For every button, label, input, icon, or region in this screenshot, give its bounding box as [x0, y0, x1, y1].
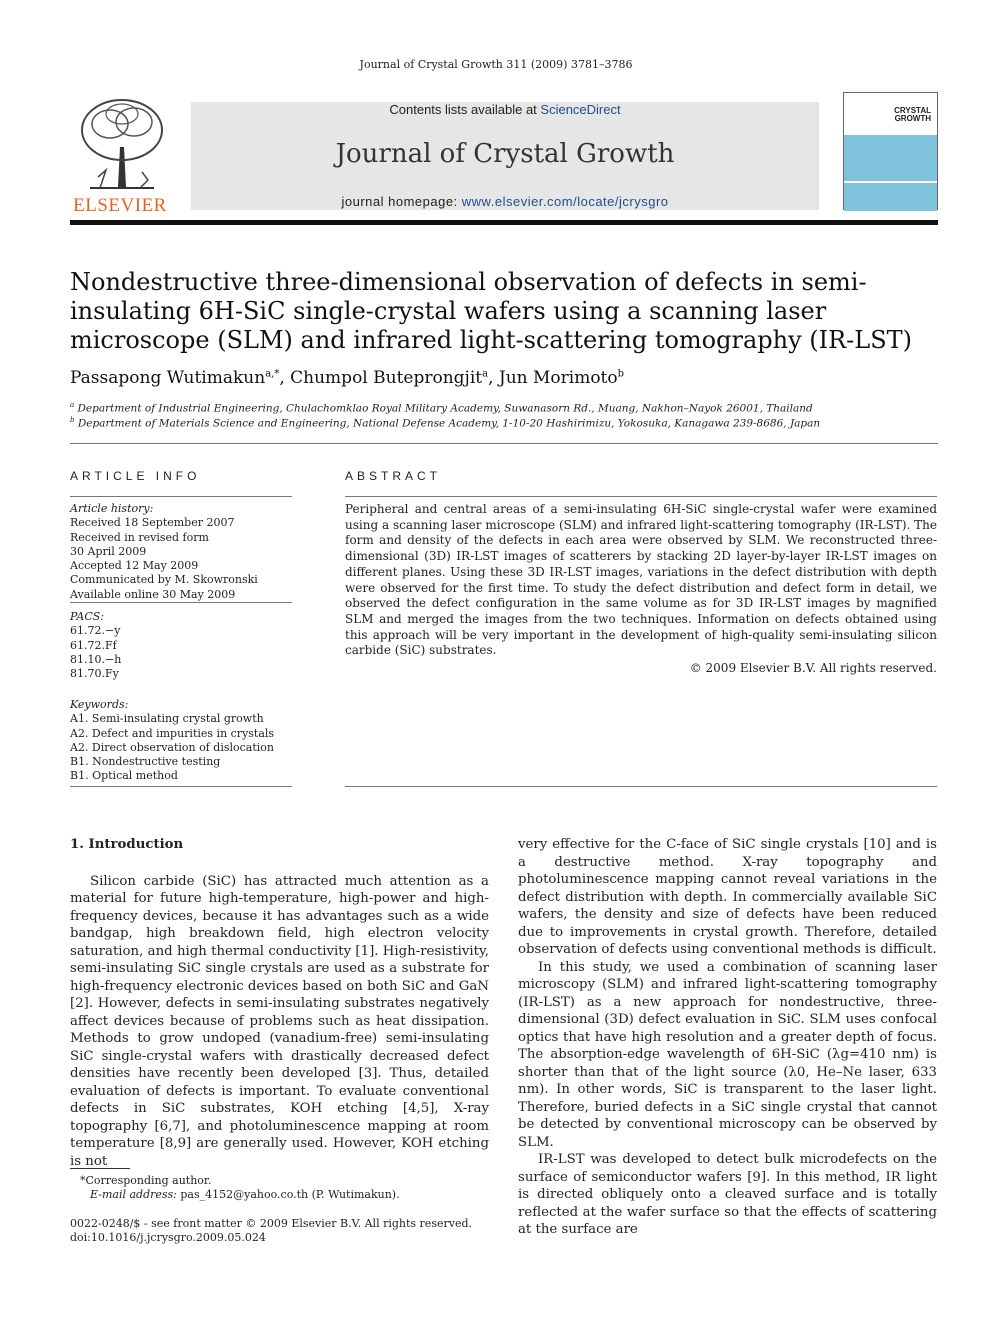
keywords-label: Keywords: — [70, 698, 129, 711]
cover-top — [844, 93, 937, 134]
divider — [70, 602, 292, 603]
homepage-line — [191, 194, 819, 209]
contents-prefix: Contents lists available at — [389, 102, 541, 117]
keyword-item: A2. Direct observation of dislocation — [70, 740, 275, 754]
pacs-label: PACS: — [70, 610, 104, 623]
body-column-right — [518, 836, 937, 1239]
journal-banner — [191, 102, 819, 210]
history-item: Communicated by M. Skowronski — [70, 573, 258, 587]
author-name: Passapong Wutimakun — [70, 368, 266, 388]
email-address: pas_4152@yahoo.co.th (P. Wutimakun). — [180, 1188, 400, 1201]
cover-title-line1: CRYSTAL — [894, 106, 931, 115]
divider — [345, 496, 937, 497]
paragraph: In this study, we used a combination of scanning laser microscopy (SLM) and infrared light-scattering tomography (IR-LST) as a new approach for nondestructive, three-dimensional (3D) defect evaluation in SiC. SLM uses confocal optics that have high resolution and a greater depth of focus. The absorption-edge wavelength of 6H-SiC (λg=410 nm) is shorter than that of the light source (λ0, He–Ne laser, 633 nm). In other words, SiC is transparent to the laser light. Therefore, buried defects in a SiC single crystal that cannot be detected by conventional microscopy can be observed by SLM. — [518, 959, 937, 1150]
page-footer — [70, 1217, 472, 1245]
keyword-item: B1. Optical method — [70, 769, 178, 783]
masthead-rule — [70, 220, 938, 225]
footnote-corresponding: *Corresponding author. — [80, 1174, 212, 1187]
elsevier-tree-logo — [70, 92, 170, 216]
cover-title-line2: GROWTH — [894, 114, 931, 123]
affiliation-sup: b — [70, 416, 75, 424]
paragraph: very effective for the C-face of SiC single crystals [10] and is a destructive method. X-ray topography and photoluminescence mapping cannot reveal variations in the defect distribution with depth. In commercially available SiC wafers, the density and size of defects have been reduced due to improvements in crystal growth. Therefore, detailed observation of defects using conventional methods is difficult. — [518, 837, 937, 957]
keywords-list — [70, 698, 292, 784]
journal-title: Journal of Crystal Growth — [335, 139, 675, 169]
article-history — [70, 502, 292, 602]
footnote — [70, 1174, 400, 1202]
history-item: Accepted 12 May 2009 — [70, 559, 199, 573]
footer-doi: doi:10.1016/j.jcrysgro.2009.05.024 — [70, 1231, 266, 1244]
author-list: Passapong Wutimakun$^{a,*}$, Chumpol Buteprongjit$^a$, Jun Morimoto$^b$ — [70, 368, 625, 388]
divider — [70, 443, 938, 444]
history-label: Article history: — [70, 502, 154, 515]
history-item: Received 18 September 2007 — [70, 516, 235, 530]
pacs-item: 81.70.Fy — [70, 667, 119, 681]
footnote-email — [70, 1188, 400, 1202]
body-column-left — [70, 836, 489, 1170]
paragraph: IR-LST was developed to detect bulk microdefects on the surface of semiconductor wafers [9]. In this method, IR light is directed obliquely onto a cleaved surface and is totally reflected at the wafer surface so that the effects of scattering at the surface are — [518, 1152, 937, 1237]
abstract-copyright: © 2009 Elsevier B.V. All rights reserved. — [689, 661, 937, 676]
history-item: 30 April 2009 — [70, 544, 147, 558]
article-info-heading: ARTICLE INFO — [70, 469, 201, 483]
pacs-item: 61.72.Ff — [70, 638, 117, 652]
contents-line — [191, 102, 819, 117]
sciencedirect-link[interactable]: ScienceDirect — [540, 102, 621, 117]
footnote-rule — [70, 1168, 130, 1169]
divider — [70, 786, 292, 787]
affiliation-text: Department of Materials Science and Engineering, National Defense Academy, 1-10-20 Hashirimizu, Yokosuka, Kanagawa 239-8686, Japan — [77, 417, 821, 430]
cover-color-block — [844, 135, 937, 181]
history-item: Received in revised form — [70, 530, 209, 544]
divider — [70, 496, 292, 497]
homepage-link[interactable]: www.elsevier.com/locate/jcrysgro — [461, 194, 669, 209]
keyword-item: A1. Semi-insulating crystal growth — [70, 712, 264, 726]
homepage-prefix: journal homepage: — [341, 194, 462, 209]
cover-title — [894, 107, 931, 123]
tree-icon — [70, 92, 170, 192]
paragraph: Silicon carbide (SiC) has attracted much attention as a material for future high-temperature, high-power and high-frequency devices, because it has advantages such as a wide bandgap, high breakdown field, high electron velocity saturation, and high thermal conductivity [1]. High-resistivity, semi-insulating SiC single crystals are used as a substrate for high-frequency electronic devices based on both SiC and GaN [2]. However, defects in semi-insulating substrates negatively affect devices because of problems such as heat dissipation. Methods to grow undoped (vanadium-free) semi-insulating SiC single-crystal wafers with drastically decreased defect densities have recently been developed [3]. Thus, detailed evaluation of defects is important. To evaluate conventional defects in SiC substrates, KOH etching [4,5], X-ray topography [6,7], and photoluminescence mapping at room temperature [8,9] are generally used. However, KOH etching is not — [70, 873, 489, 1169]
publisher-logo-text: ELSEVIER — [73, 195, 167, 216]
keyword-item: B1. Nondestructive testing — [70, 755, 221, 769]
abstract-block — [345, 502, 937, 677]
pacs-item: 81.10.−h — [70, 652, 122, 666]
author-name: Jun Morimoto — [498, 368, 618, 388]
footer-issn: 0022-0248/$ - see front matter © 2009 Elsevier B.V. All rights reserved. — [70, 1217, 472, 1230]
journal-cover-thumbnail — [843, 92, 938, 210]
masthead — [70, 92, 938, 218]
affiliation — [70, 416, 820, 430]
keyword-item: A2. Defect and impurities in crystals — [70, 726, 275, 740]
pacs-list — [70, 610, 292, 681]
history-item: Available online 30 May 2009 — [70, 587, 236, 601]
email-label: E-mail address: — [90, 1188, 177, 1201]
affiliation-text: Department of Industrial Engineering, Chulachomklao Royal Military Academy, Suwanasorn Rd., Muang, Nakhon–Nayok 26001, Thailand — [77, 402, 813, 415]
pacs-item: 61.72.−y — [70, 624, 121, 638]
affiliation — [70, 401, 813, 415]
author-sup: a — [482, 368, 489, 380]
article-title: Nondestructive three-dimensional observation of defects in semi-insulating 6H-SiC single-crystal wafers using a scanning laser microscope (SLM) and infrared light-scattering tomography (IR-LST) — [70, 268, 913, 354]
abstract-text: Peripheral and central areas of a semi-insulating 6H-SiC single-crystal wafer were examined using a scanning laser microscope (SLM) and infrared light-scattering tomography (IR-LST). The form and density of the defects in each area were observed by SLM. We reconstructed three-dimensional (3D) IR-LST images of scatterers by stacking 2D layer-by-layer IR-LST images on different planes. Using these 3D IR-LST images, variations in the defect distribution with depth were observed for the first time. To study the defect distribution and defect form in detail, we observed the defect configuration in the same volume as for 3D IR-LST images by magnified SLM and merged the images from the two techniques. Information on defects obtained using this approach will be very important in the development of high-quality semi-insulating silicon carbide (SiC) substrates. — [345, 502, 937, 658]
abstract-heading: ABSTRACT — [345, 469, 442, 483]
running-header: Journal of Crystal Growth 311 (2009) 3781–3786 — [359, 58, 633, 71]
cover-color-block-lower — [844, 183, 937, 211]
divider — [345, 786, 937, 787]
section-heading: 1. Introduction — [70, 837, 184, 852]
author-sup: b — [617, 368, 625, 380]
affiliation-sup: a — [70, 401, 75, 409]
author-sup: a,* — [265, 368, 280, 380]
author-name: Chumpol Buteprongjit — [290, 368, 483, 388]
